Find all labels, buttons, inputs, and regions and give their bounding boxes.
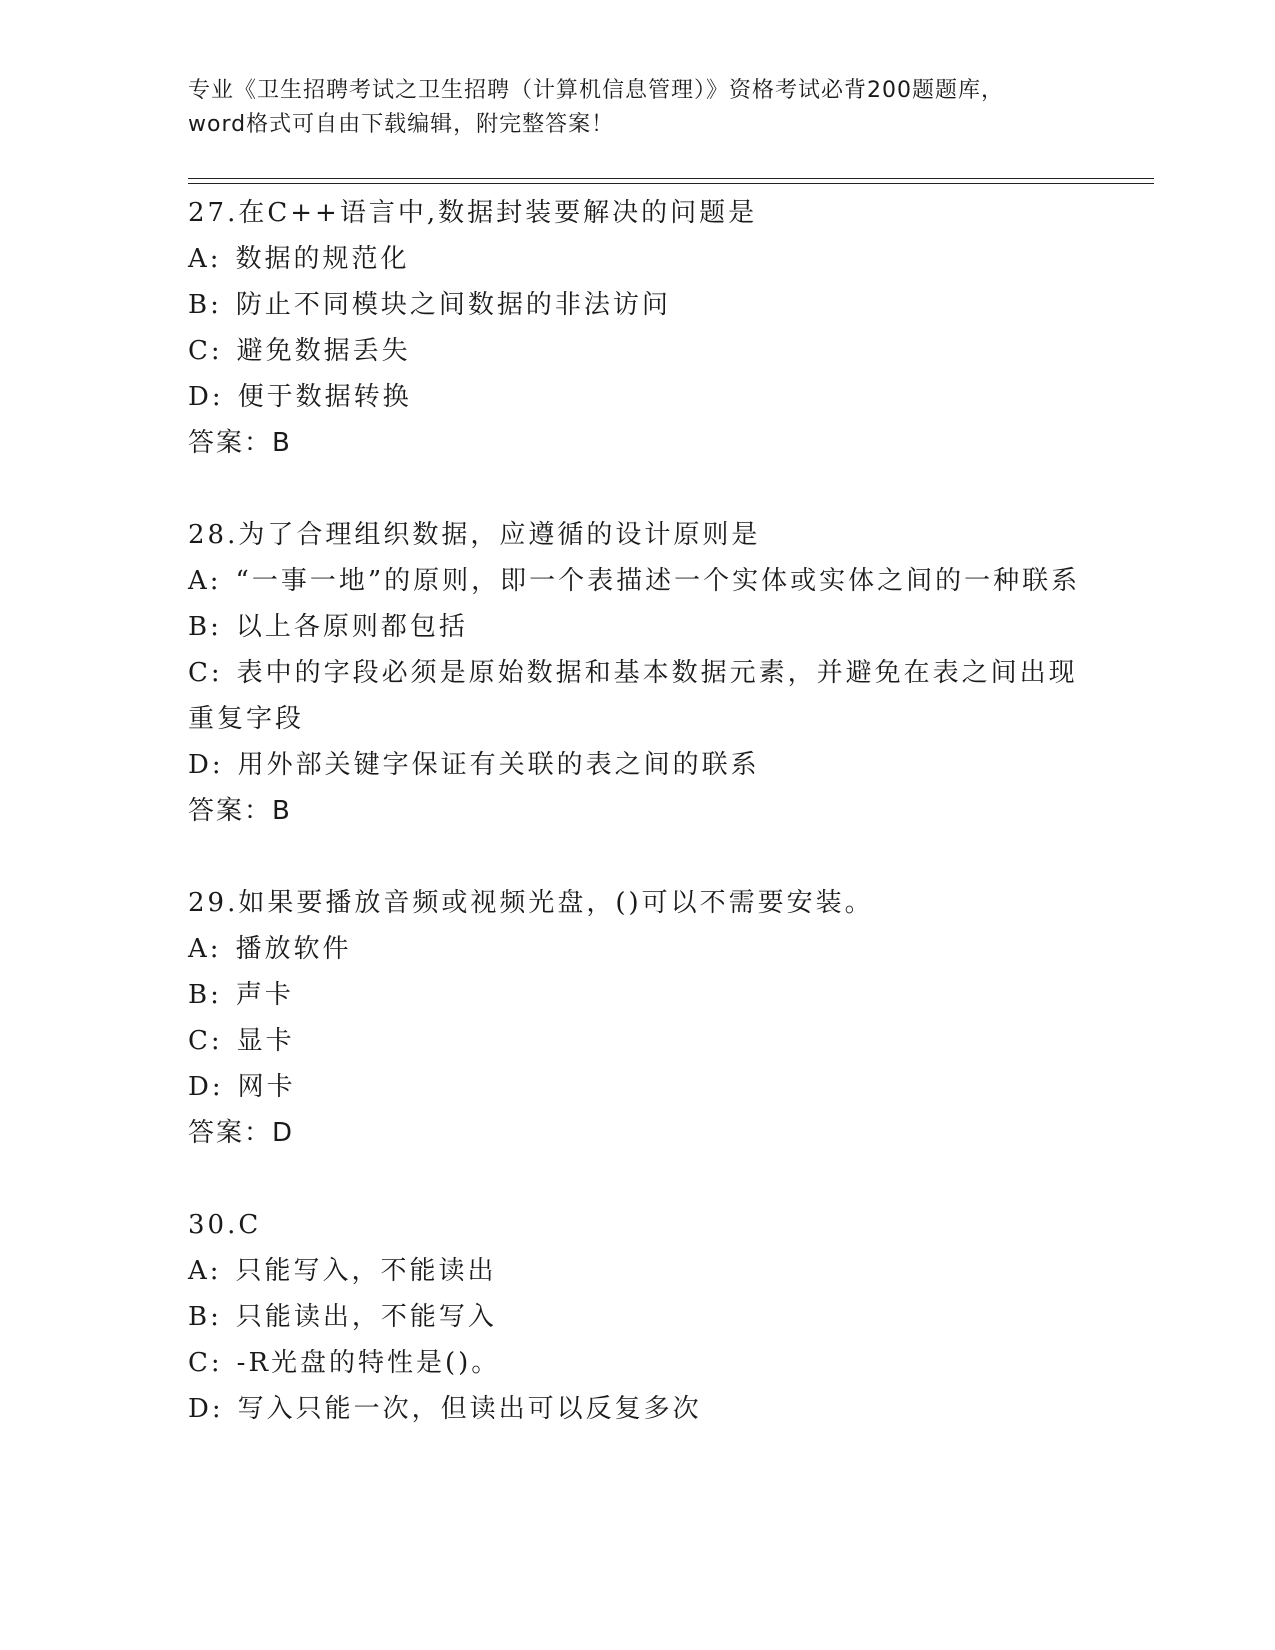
option-d [188, 742, 1088, 788]
option-text: 用外部关键字保证有关联的表之间的联系 [237, 750, 760, 780]
question-30 [188, 1202, 1088, 1432]
option-text: 写入只能一次，但读出可以反复多次 [237, 1394, 702, 1424]
question-stem: 28.为了合理组织数据，应遵循的设计原则是 [188, 520, 761, 550]
option-text: 网卡 [237, 1072, 296, 1102]
option-text: 便于数据转换 [237, 382, 412, 412]
option-label: A: [188, 1256, 222, 1286]
option-text: 数据的规范化 [235, 244, 410, 274]
option-a [188, 558, 1088, 604]
question-28 [188, 512, 1088, 834]
option-a [188, 236, 1088, 282]
option-b [188, 604, 1088, 650]
option-text: 只能读出，不能写入 [235, 1302, 497, 1332]
option-a [188, 1248, 1088, 1294]
option-label: D: [188, 382, 224, 412]
option-text: 避免数据丢失 [236, 336, 411, 366]
option-c [188, 650, 1088, 742]
option-c [188, 328, 1088, 374]
option-a [188, 926, 1088, 972]
option-text: 防止不同模块之间数据的非法访问 [235, 290, 671, 320]
option-label: C: [188, 1348, 223, 1378]
option-text: 以上各原则都包括 [235, 612, 468, 642]
question-stem: 29.如果要播放音频或视频光盘，()可以不需要安装。 [188, 888, 874, 918]
header-divider-top [188, 178, 1154, 179]
header-divider-bottom [188, 183, 1154, 184]
option-label: D: [188, 1072, 224, 1102]
question-stem: 27.在C++语言中,数据封装要解决的问题是 [188, 198, 758, 228]
option-text: 播放软件 [235, 934, 352, 964]
option-label: A: [188, 566, 222, 596]
question-27 [188, 190, 1088, 466]
option-text: “一事一地”的原则，即一个表描述一个实体或实体之间的一种联系 [235, 566, 1081, 596]
option-d [188, 1386, 1088, 1432]
option-text: 只能写入，不能读出 [235, 1256, 497, 1286]
answer: 答案：D [188, 1118, 295, 1148]
option-b [188, 1294, 1088, 1340]
question-29 [188, 880, 1088, 1156]
option-label: D: [188, 1394, 224, 1424]
option-text: 显卡 [236, 1026, 295, 1056]
option-label: C: [188, 658, 223, 688]
option-label: C: [188, 1026, 223, 1056]
option-d [188, 374, 1088, 420]
option-label: B: [188, 980, 222, 1010]
option-label: B: [188, 1302, 222, 1332]
option-label: A: [188, 934, 222, 964]
option-label: B: [188, 290, 222, 320]
question-list [188, 190, 1088, 1478]
option-d [188, 1064, 1088, 1110]
option-text: 表中的字段必须是原始数据和基本数据元素，并避免在表之间出现重复字段 [188, 658, 1078, 734]
header-line-1: 专业《卫生招聘考试之卫生招聘（计算机信息管理）》资格考试必背200题题库， [188, 78, 1004, 103]
answer: 答案：B [188, 796, 292, 826]
option-label: D: [188, 750, 224, 780]
option-c [188, 1018, 1088, 1064]
option-label: C: [188, 336, 223, 366]
question-stem: 30.C [188, 1210, 262, 1240]
answer: 答案：B [188, 428, 292, 458]
document-header [188, 74, 1088, 142]
option-label: A: [188, 244, 222, 274]
option-c [188, 1340, 1088, 1386]
option-text: 声卡 [235, 980, 294, 1010]
header-line-2: word格式可自由下载编辑，附完整答案！ [188, 112, 615, 137]
option-text: -R光盘的特性是()。 [236, 1348, 501, 1378]
option-b [188, 282, 1088, 328]
option-label: B: [188, 612, 222, 642]
option-b [188, 972, 1088, 1018]
